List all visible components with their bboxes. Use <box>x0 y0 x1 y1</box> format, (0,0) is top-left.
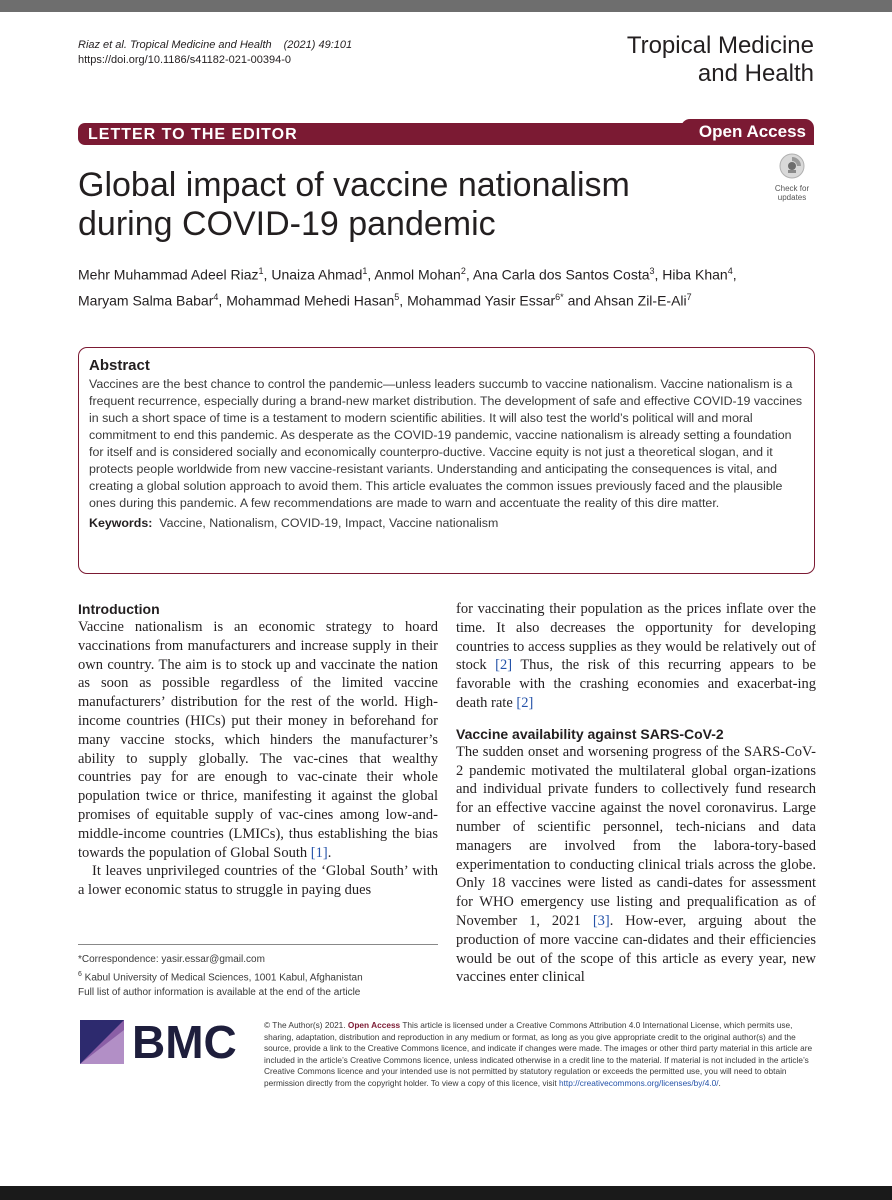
author-name: Maryam Salma Babar <box>78 292 214 309</box>
doi-link[interactable]: https://doi.org/10.1186/s41182-021-00394-0 <box>78 54 292 66</box>
license-suffix: . <box>718 1077 721 1088</box>
bmc-logo <box>80 1016 250 1068</box>
body-column-left <box>78 600 438 900</box>
paragraph-text: The sudden onset and worsening progress of the SARS-CoV-2 pandemic motivated the multilateral global organ-izations and individual private funders to collectively fund research for an effective vaccine against the novel coronavirus. Large number of scientific personnel, tech-nicians and data managers are involved from the labora-tory-based experimentation to conducting clinical trials across the globe. Only 18 vaccines were listed as candi-dates for assessment for WHO emergency use listing and prequalification as of November 1, 2021 <box>456 743 816 929</box>
license-notice <box>264 1020 816 1089</box>
article-title-line1: Global impact of vaccine nationalism <box>78 166 630 204</box>
author-name: Mohammad Yasir Essar <box>407 292 556 309</box>
author-affiliation: 5 <box>394 291 400 302</box>
author-name: Unaiza Ahmad <box>271 266 363 283</box>
open-access-badge: Open Access <box>681 119 814 145</box>
paragraph-text: . How-ever, arguing about the production of more vaccine can-didates and their efficiencies would be out of the scope of this article as every year, new vaccines enter clinical <box>456 912 817 986</box>
footnotes <box>78 952 363 1000</box>
author-affiliation: 1 <box>362 266 368 276</box>
bmc-logo-icon <box>80 1020 124 1064</box>
reference-link[interactable]: [2] <box>516 694 534 711</box>
article-type-label: LETTER TO THE EDITOR <box>88 126 298 143</box>
author-affiliation: 6* <box>555 291 564 302</box>
citation-year: (2021) 49:101 <box>283 39 353 51</box>
check-for-updates-line2: updates <box>777 193 807 202</box>
citation-journal: Riaz et al. Tropical Medicine and Health <box>78 39 272 51</box>
footnote-divider <box>78 944 438 945</box>
author-name: Mehr Muhammad Adeel Riaz <box>78 266 259 283</box>
reference-link[interactable]: [1] <box>310 844 328 861</box>
introduction-paragraph <box>78 618 438 862</box>
keywords-label: Keywords: <box>89 516 153 530</box>
reference-link[interactable]: [2] <box>495 657 513 674</box>
author-affiliation: 3 <box>649 266 655 276</box>
body-paragraph <box>456 743 816 987</box>
top-edge-bar <box>0 0 892 12</box>
author-name: Hiba Khan <box>662 266 728 283</box>
license-url-link[interactable]: http://creativecommons.org/licenses/by/4.0/ <box>558 1077 719 1088</box>
journal-name <box>627 32 814 88</box>
reference-link[interactable]: [3] <box>592 912 610 929</box>
abstract-text: Vaccines are the best chance to control the pandemic—unless leaders succumb to vaccine nationalism. Vaccine nationalism is a frequent recurrence, especially during a brand-new market distribution. The development of safe and effective COVID-19 vaccines in such a short space of time is a testament to modern scientific abilities. It will also test the world’s political will and moral commitment to end this pandemic. As desperate as the COVID-19 pandemic, vaccine nationalism is already setting a foundation for itself and is considered socially and economically counterpro-ductive. Vaccine equity is not just a theoretical slogan, and it protects people worldwide from new vaccine-resistant variants. Understanding and anticipating the consequences is vital, and creating a global solution approach to avoid them. This article evaluates the common issues previously faced and the plausible ones during this pandemic. A few recommendations are made to warn and accentuate the reality of this dire matter. <box>89 377 803 510</box>
paragraph-text: . <box>327 844 332 861</box>
paragraph-text: Thus, the risk of this recurring appears to be favorable with the crashing economies and exacerbat-ing death rate <box>456 657 816 711</box>
body-paragraph <box>456 600 816 713</box>
author-affiliation: 1 <box>258 266 264 276</box>
author-info-note: Full list of author information is available at the end of the article <box>78 987 361 999</box>
abstract-box <box>78 347 815 574</box>
author-list: Mehr Muhammad Adeel Riaz$^1$, Unaiza Ahmad$^1$, Anmol Mohan$^2$, Ana Carla dos Santos Costa$^3$, Hiba Khan$^4$, Maryam Salma Babar$^4$, Mohammad Mehedi Hasan$^5$, Mohammad Yasir Essar$^{6*}$ and Ahsan Zil-E-Ali$^7$ <box>78 266 737 309</box>
keywords-list: Vaccine, Nationalism, COVID-19, Impact, Vaccine nationalism <box>159 516 499 530</box>
bottom-edge-bar <box>0 1186 892 1200</box>
article-citation <box>78 38 352 68</box>
journal-name-line1: Tropical Medicine <box>626 32 814 59</box>
author-name: Ana Carla dos Santos Costa <box>472 266 650 283</box>
author-name: Mohammad Mehedi Hasan <box>226 292 395 309</box>
introduction-heading: Introduction <box>78 601 160 617</box>
check-for-updates-line1: Check for <box>774 184 810 193</box>
check-for-updates-button[interactable] <box>770 153 814 202</box>
keywords-line <box>89 515 806 532</box>
license-open-access-label: Open Access <box>347 1020 401 1030</box>
article-type-banner <box>78 123 814 145</box>
author-affiliation: 4 <box>213 291 219 302</box>
paragraph-text: for vaccinating their population as the prices inflate over the time. It also decreases the opportunity for developing countries to access supplies as they would be relatively out of stock <box>456 601 816 674</box>
check-for-updates-icon <box>779 153 805 179</box>
paragraph-text: Vaccine nationalism is an economic strategy to hoard vaccinations from manufacturers and increase supply in their own country. The aim is to stock up and vaccinate the nation as soon as possible regardless of the limited vaccine manufacturers’ distribution for the rest of the world. High-income countries (HICs) put their money in beforehand for many vaccine stocks, which hinders the manufacturer’s ability to supply globally. The vac-cines that wealthy countries pay for are enough to vac-cinate their whole population twice or thrice, manifesting it against the global promises of equitable supply of vac-cines among low-and-middle-income countries (LMICs), thus establishing the bias towards the population of Global South <box>78 619 438 861</box>
license-prefix: © The Author(s) 2021. <box>264 1020 348 1030</box>
abstract-heading: Abstract <box>89 357 150 374</box>
author-affiliation: 7 <box>686 291 692 302</box>
license-text: This article is licensed under a Creative Commons Attribution 4.0 International License, which permits use, sharing, adaptation, distribution and reproduction in any medium or format, as long as you give appropriate credit to the original author(s) and the source, provide a link to the Creative Commons licence, and indicate if changes were made. The images or other third party material in this article are included in the article’s Creative Commons licence, unless indicated otherwise in a credit line to the material. If material is not included in the article’s Creative Commons licence and your intended use is not permitted by statutory regulation or exceeds the permitted use, you will need to obtain permission directly from the copyright holder. To view a copy of this licence, visit <box>264 1020 813 1088</box>
article-title-line2: during COVID-19 pandemic <box>78 205 496 243</box>
author-affiliation: 2 <box>460 266 466 276</box>
author-name: Ahsan Zil-E-Ali <box>594 292 687 309</box>
author-name: Anmol Mohan <box>374 266 461 283</box>
author-affiliation: 4 <box>727 266 733 276</box>
article-title <box>78 166 728 244</box>
journal-name-line2: and Health <box>697 60 814 87</box>
affiliation-number: 6 <box>78 971 82 978</box>
introduction-paragraph: It leaves unprivileged countries of the ‘Global South’ with a lower economic status to struggle in paying dues <box>78 863 438 899</box>
bmc-logo-text: BMC <box>132 1016 237 1068</box>
affiliation-note <box>78 967 363 985</box>
section-heading-vaccine-availability: Vaccine availability against SARS-CoV-2 <box>456 725 724 742</box>
body-column-right <box>456 600 816 987</box>
correspondence-note: *Correspondence: yasir.essar@gmail.com <box>78 954 265 965</box>
affiliation-text: Kabul University of Medical Sciences, 1001 Kabul, Afghanistan <box>81 972 363 984</box>
